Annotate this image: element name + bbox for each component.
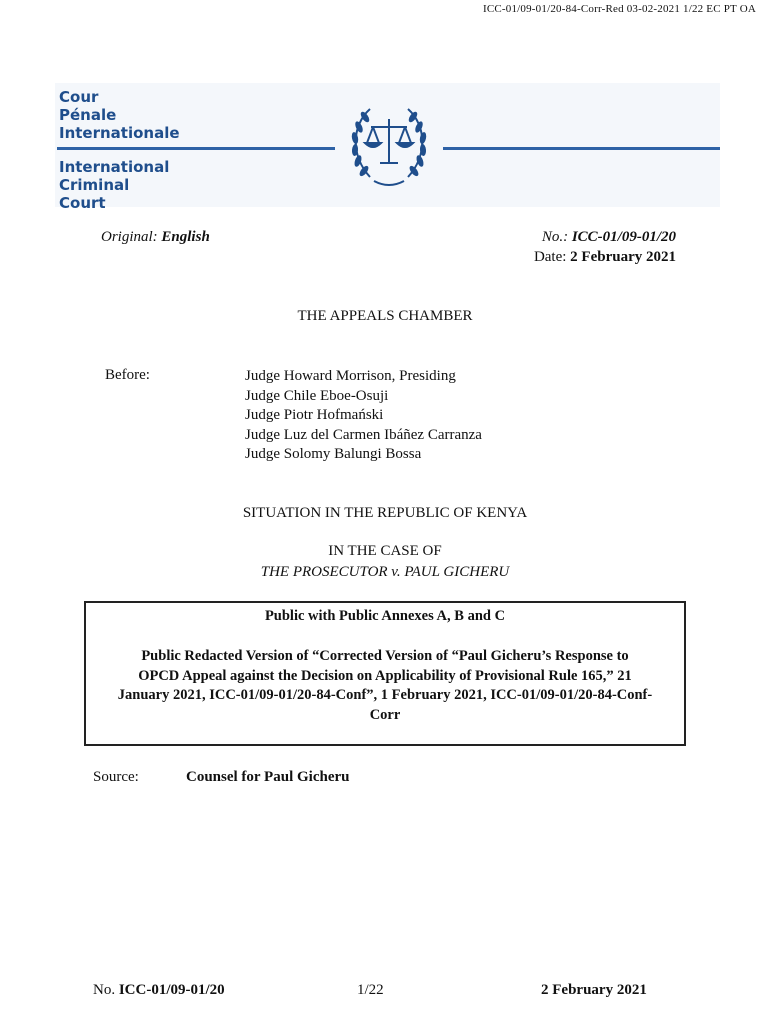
classification-line: Public with Public Annexes A, B and C (264, 608, 506, 624)
court-name-french (59, 88, 180, 142)
judges-list (245, 367, 482, 465)
date-value: 2 February 2021 (570, 249, 676, 265)
court-name-line: International (59, 158, 170, 176)
footer-date: 2 February 2021 (541, 982, 647, 998)
court-name-line: Court (59, 194, 106, 212)
case-heading: IN THE CASE OF (328, 543, 442, 559)
judge-item: Judge Howard Morrison, Presiding (245, 368, 456, 384)
original-label: Original: (101, 229, 158, 245)
footer-no-label: No. (93, 982, 116, 998)
chamber-heading: THE APPEALS CHAMBER (297, 308, 473, 324)
original-value: English (161, 229, 210, 245)
court-name-line: Criminal (59, 176, 130, 194)
document-title (94, 647, 676, 725)
case-number (542, 229, 676, 246)
title-line: Public Redacted Version of “Corrected Version of “Paul Gicheru’s Response to (141, 648, 629, 664)
before-label: Before: (105, 367, 150, 383)
judge-item: Judge Chile Eboe-Osuji (245, 387, 389, 404)
case-parties: THE PROSECUTOR v. PAUL GICHERU (260, 564, 510, 580)
case-number-value: ICC-01/09-01/20 (571, 229, 676, 245)
footer-no-value: ICC-01/09-01/20 (118, 982, 225, 998)
court-name-line: Cour (59, 88, 99, 106)
original-language (101, 229, 210, 246)
judge-item: Judge Solomy Balungi Bossa (245, 446, 422, 463)
scales-of-justice-laurel-icon (340, 97, 438, 193)
case-number-label: No.: (541, 229, 569, 245)
document-stamp: ICC-01/09-01/20-84-Corr-Red 03-02-2021 1/22 EC PT OA (482, 3, 756, 15)
banner-divider-right (443, 147, 720, 150)
judge-item: Judge Luz del Carmen Ibáñez Carranza (245, 426, 482, 443)
court-name-line: Internationale (59, 124, 180, 142)
banner-divider-left (57, 147, 335, 150)
page-number: 1/22 (357, 982, 384, 998)
source-value: Counsel for Paul Gicheru (186, 769, 350, 785)
source-label: Source: (93, 769, 139, 785)
title-line: January 2021, ICC-01/09-01/20-84-Conf”, 1 February 2021, ICC-01/09-01/20-84-Conf- (117, 687, 653, 704)
court-name-english (59, 158, 169, 212)
date-label: Date: (533, 249, 567, 265)
document-title-box (84, 601, 686, 746)
title-line: Corr (369, 706, 401, 723)
footer-case-number (93, 982, 225, 999)
title-line: OPCD Appeal against the Decision on Applicability of Provisional Rule 165,” 21 (138, 667, 632, 684)
court-name-line: Pénale (59, 106, 117, 124)
document-date (534, 249, 676, 266)
judge-item: Judge Piotr Hofmański (245, 407, 384, 424)
situation-heading: SITUATION IN THE REPUBLIC OF KENYA (242, 505, 528, 521)
